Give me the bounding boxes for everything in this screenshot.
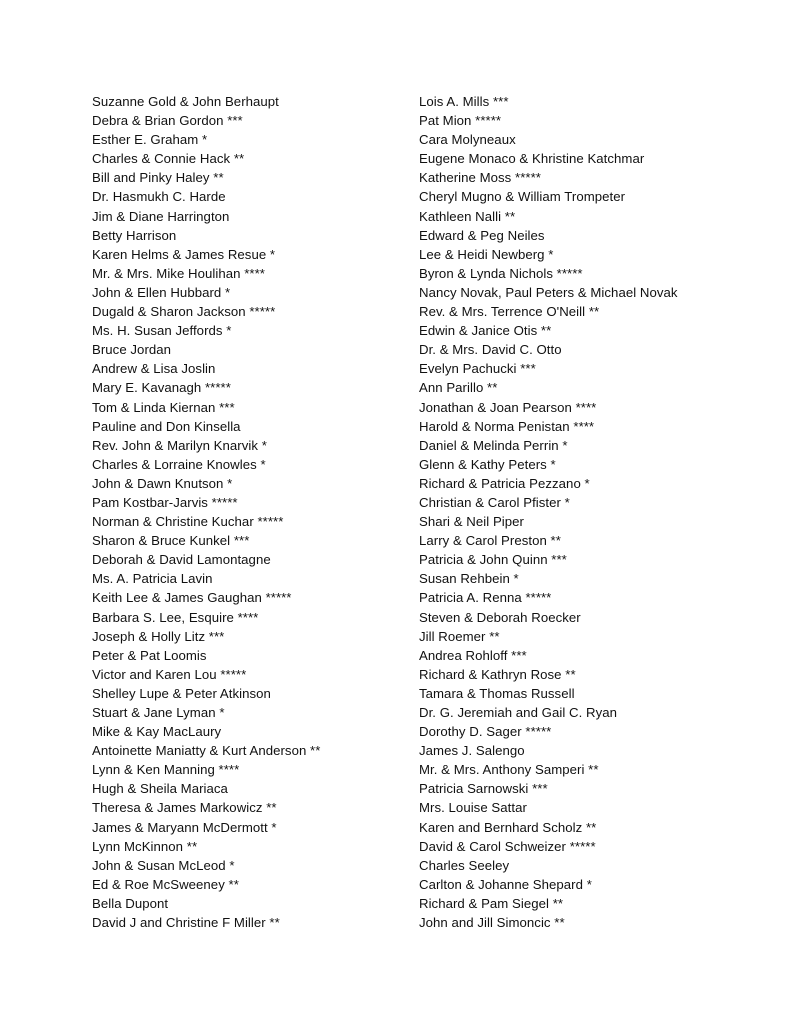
name-entry: Richard & Patricia Pezzano *	[419, 475, 590, 491]
name-entry: John & Dawn Knutson *	[92, 475, 233, 491]
name-entry: Mr. & Mrs. Anthony Samperi **	[419, 762, 599, 778]
name-entry: Bella Dupont	[92, 895, 169, 911]
name-entry: Keith Lee & James Gaughan *****	[92, 590, 292, 606]
name-entry: Larry & Carol Preston **	[419, 533, 561, 549]
name-entry: Harold & Norma Penistan ****	[419, 418, 595, 434]
name-entry: Pam Kostbar-Jarvis *****	[92, 494, 238, 510]
name-entry: Esther E. Graham *	[92, 132, 208, 148]
name-entry: Victor and Karen Lou *****	[92, 666, 247, 682]
name-entry: Karen and Bernhard Scholz **	[419, 819, 597, 835]
name-entry: Cheryl Mugno & William Trompeter	[419, 189, 626, 205]
name-entry: Glenn & Kathy Peters *	[419, 456, 556, 472]
name-entry: Dr. & Mrs. David C. Otto	[419, 342, 562, 358]
name-entry: Peter & Pat Loomis	[92, 647, 207, 663]
name-entry: Joseph & Holly Litz ***	[92, 628, 225, 644]
name-entry: James J. Salengo	[419, 743, 525, 759]
name-entry: Jonathan & Joan Pearson ****	[419, 399, 597, 415]
name-entry: Shelley Lupe & Peter Atkinson	[92, 685, 271, 701]
name-entry: Charles & Lorraine Knowles *	[92, 456, 266, 472]
name-entry: Lynn & Ken Manning ****	[92, 762, 240, 778]
name-entry: Carlton & Johanne Shepard *	[419, 876, 592, 892]
name-entry: Katherine Moss *****	[419, 170, 541, 186]
name-entry: Suzanne Gold & John Berhaupt	[92, 94, 279, 109]
name-entry: Eugene Monaco & Khristine Katchmar	[419, 151, 645, 167]
name-entry: Mike & Kay MacLaury	[92, 724, 222, 740]
name-entry: Shari & Neil Piper	[419, 514, 524, 530]
name-entry: Byron & Lynda Nichols *****	[419, 265, 583, 281]
name-entry: Ms. A. Patricia Lavin	[92, 571, 213, 587]
name-entry: David J and Christine F Miller **	[92, 915, 280, 931]
name-entry: Lynn McKinnon **	[92, 838, 198, 854]
name-entry: Bill and Pinky Haley **	[92, 170, 224, 186]
right-name-column	[419, 92, 779, 932]
name-entry: Rev. John & Marilyn Knarvik *	[92, 437, 267, 453]
name-entry: Lois A. Mills ***	[419, 94, 509, 109]
name-entry: Mrs. Louise Sattar	[419, 800, 527, 816]
name-entry: Deborah & David Lamontagne	[92, 552, 271, 568]
name-entry: Evelyn Pachucki ***	[419, 361, 536, 377]
name-entry: Patricia Sarnowski ***	[419, 781, 548, 797]
name-entry: Susan Rehbein *	[419, 571, 519, 587]
name-entry: Dr. G. Jeremiah and Gail C. Ryan	[419, 705, 618, 720]
name-entry: Norman & Christine Kuchar *****	[92, 514, 284, 530]
name-entry: Edwin & Janice Otis **	[419, 323, 552, 339]
name-entry: David & Carol Schweizer *****	[419, 838, 596, 854]
name-entry: Andrea Rohloff ***	[419, 647, 527, 663]
name-entry: Mary E. Kavanagh *****	[92, 380, 231, 396]
name-entry: Pat Mion *****	[419, 113, 502, 129]
name-entry: Barbara S. Lee, Esquire ****	[92, 609, 259, 625]
name-entry: Ann Parillo **	[419, 380, 498, 396]
name-entry: Antoinette Maniatty & Kurt Anderson **	[92, 743, 321, 759]
name-entry: Patricia & John Quinn ***	[419, 552, 567, 568]
name-entry: Christian & Carol Pfister *	[419, 494, 570, 510]
name-entry: Nancy Novak, Paul Peters & Michael Novak	[419, 284, 678, 300]
name-entry: Stuart & Jane Lyman *	[92, 705, 225, 720]
name-entry: Cara Molyneaux	[419, 132, 516, 148]
name-entry: Daniel & Melinda Perrin *	[419, 437, 568, 453]
name-entry: Sharon & Bruce Kunkel ***	[92, 533, 250, 549]
name-entry: Hugh & Sheila Mariaca	[92, 781, 228, 797]
name-entry: Patricia A. Renna *****	[419, 590, 552, 606]
name-entry: Charles Seeley	[419, 857, 510, 873]
name-entry: Lee & Heidi Newberg *	[419, 246, 554, 262]
name-entry: Ms. H. Susan Jeffords *	[92, 323, 232, 339]
name-entry: Rev. & Mrs. Terrence O'Neill **	[419, 304, 600, 320]
name-entry: Mr. & Mrs. Mike Houlihan ****	[92, 265, 265, 281]
name-entry: John & Susan McLeod *	[92, 857, 235, 873]
name-entry: Steven & Deborah Roecker	[419, 609, 581, 625]
left-name-column	[92, 92, 402, 932]
name-entry: James & Maryann McDermott *	[92, 819, 277, 835]
name-entry: Andrew & Lisa Joslin	[92, 361, 216, 377]
name-entry: Tom & Linda Kiernan ***	[92, 399, 235, 415]
name-entry: Debra & Brian Gordon ***	[92, 113, 243, 129]
name-entry: Jill Roemer **	[419, 628, 500, 644]
name-entry: Dugald & Sharon Jackson *****	[92, 304, 276, 320]
name-entry: Edward & Peg Neiles	[419, 227, 545, 243]
name-entry: Richard & Pam Siegel **	[419, 895, 564, 911]
name-entry: Richard & Kathryn Rose **	[419, 666, 576, 682]
name-entry: Karen Helms & James Resue *	[92, 246, 276, 262]
name-entry: Betty Harrison	[92, 227, 177, 243]
name-entry: Theresa & James Markowicz **	[92, 800, 277, 816]
name-entry: Kathleen Nalli **	[419, 208, 516, 224]
name-entry: John & Ellen Hubbard *	[92, 284, 231, 300]
name-entry: Bruce Jordan	[92, 342, 172, 358]
name-entry: Ed & Roe McSweeney **	[92, 876, 239, 892]
name-entry: Dr. Hasmukh C. Harde	[92, 189, 226, 205]
name-entry: Pauline and Don Kinsella	[92, 418, 241, 434]
name-entry: Tamara & Thomas Russell	[419, 685, 575, 701]
name-entry: Dorothy D. Sager *****	[419, 724, 552, 740]
name-entry: Charles & Connie Hack **	[92, 151, 245, 167]
name-entry: John and Jill Simoncic **	[419, 915, 565, 931]
name-entry: Jim & Diane Harrington	[92, 208, 230, 224]
